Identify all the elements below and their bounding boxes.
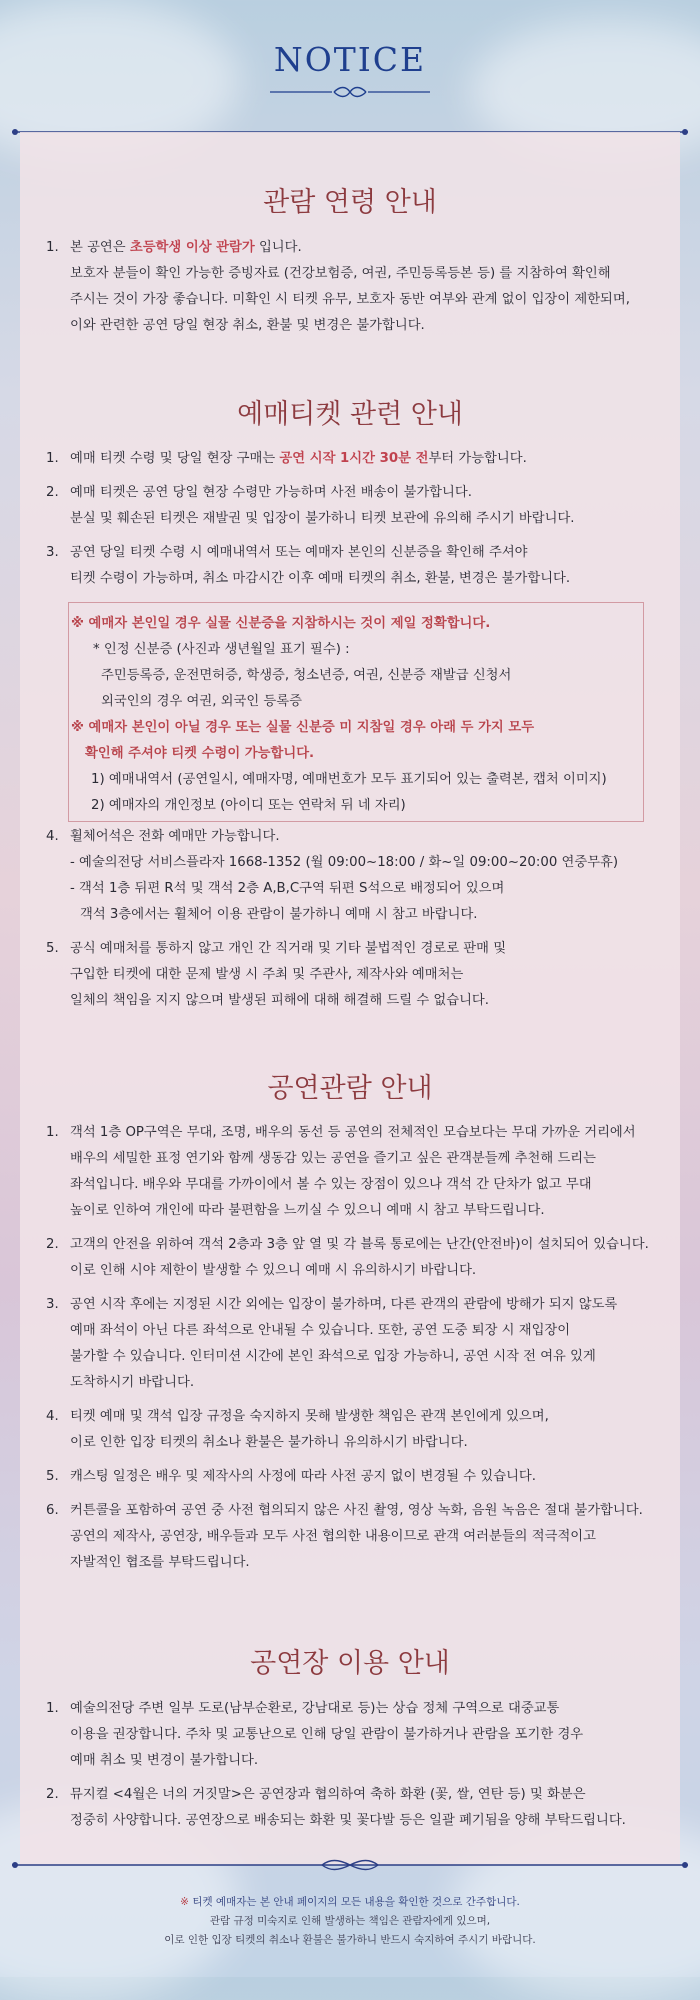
- item-number: 2.: [46, 1237, 59, 1252]
- footer-line: 이로 인한 입장 티켓의 취소나 환불은 불가하니 반드시 숙지하여 주시기 바랍니다.: [164, 1934, 536, 1946]
- highlight-text: 초등학생 이상 관람가: [129, 240, 255, 255]
- item-text: 예매 좌석이 아닌 다른 좌석으로 안내될 수 있습니다. 또한, 공연 도중 퇴장 시 재입장이: [70, 1323, 571, 1338]
- bottom-divider: [12, 1858, 688, 1872]
- item-text: 본 공연은: [70, 240, 130, 255]
- item-text: 예매 취소 및 변경이 불가합니다.: [70, 1753, 259, 1768]
- box-text: * 인정 신분증 (사진과 생년월일 표기 필수) :: [93, 642, 350, 657]
- list-item: [46, 1120, 666, 1224]
- footer-line: [0, 1893, 700, 1912]
- list-item: [46, 1782, 666, 1834]
- asterisk-icon: ※: [180, 1896, 189, 1908]
- list-item: [46, 1292, 666, 1396]
- item-text: 휠체어석은 전화 예매만 가능합니다.: [70, 829, 280, 844]
- list-item: [46, 1464, 666, 1490]
- item-text: 이와 관련한 공연 당일 현장 취소, 환불 및 변경은 불가합니다.: [70, 318, 425, 333]
- list-item: [46, 824, 666, 928]
- warning-text: ※ 예매자 본인이 아닐 경우 또는 실물 신분증 미 지참일 경우 아래 두 가지 모두: [71, 720, 535, 735]
- item-text: 좌석입니다. 배우와 무대를 가까이에서 볼 수 있는 장점이 있으나 객석 간 단차가 없고 무대: [70, 1177, 592, 1192]
- item-text: 고객의 안전을 위하여 객석 2층과 3층 앞 열 및 각 블록 통로에는 난간(안전바)이 설치되어 있습니다.: [70, 1237, 649, 1252]
- list-item: [46, 1232, 666, 1284]
- item-text: 분실 및 훼손된 티켓은 재발권 및 입장이 불가하니 티켓 보관에 유의해 주시기 바랍니다.: [70, 511, 575, 526]
- list-item: [46, 540, 666, 592]
- box-text: 외국인의 경우 여권, 외국인 등록증: [101, 694, 302, 709]
- item-number: 1.: [46, 451, 59, 466]
- item-text: 캐스팅 일정은 배우 및 제작사의 사정에 따라 사전 공지 없이 변경될 수 있습니다.: [70, 1469, 536, 1484]
- item-text: 보호자 분들이 확인 가능한 증빙자료 (건강보험증, 여권, 주민등록등본 등) 를 지참하여 확인해: [70, 266, 611, 281]
- item-text: 배우의 세밀한 표정 연기와 함께 생동감 있는 공연을 즐기고 싶은 관객분들께 추천해 드리는: [70, 1151, 596, 1166]
- item-number: 1.: [46, 240, 59, 255]
- item-text: 도착하시기 바랍니다.: [70, 1375, 195, 1390]
- item-number: 1.: [46, 1701, 59, 1716]
- list-item: [46, 1498, 666, 1576]
- item-number: 2.: [46, 1787, 59, 1802]
- item-text: 예매 티켓은 공연 당일 현장 수령만 가능하며 사전 배송이 불가합니다.: [70, 485, 472, 500]
- ticket-list-b: [46, 824, 666, 1022]
- item-text: 커튼콜을 포함하여 공연 중 사전 협의되지 않은 사진 촬영, 영상 녹화, 음원 녹음은 절대 불가합니다.: [70, 1503, 643, 1518]
- item-text: 높이로 인하여 개인에 따라 불편함을 느끼실 수 있으니 예매 시 참고 부탁드립니다.: [70, 1203, 545, 1218]
- item-number: 6.: [46, 1503, 59, 1518]
- list-item: [46, 1404, 666, 1456]
- box-text: 2) 예매자의 개인정보 (아이디 또는 연락처 뒤 네 자리): [91, 798, 406, 813]
- warning-text: ※ 예매자 본인일 경우 실물 신분증을 지참하시는 것이 제일 정확합니다.: [71, 616, 491, 631]
- id-requirement-box: [68, 602, 644, 822]
- age-list: [46, 235, 666, 347]
- item-text: 공연 당일 티켓 수령 시 예매내역서 또는 예매자 본인의 신분증을 확인해 주셔야: [70, 545, 528, 560]
- list-item: [46, 446, 666, 472]
- ticket-list-a: [46, 446, 666, 600]
- footer-notice: [0, 1893, 700, 1950]
- item-text: 객석 1층 OP구역은 무대, 조명, 배우의 동선 등 공연의 전체적인 모습보다는 무대 가까운 거리에서: [70, 1125, 636, 1140]
- item-number: 2.: [46, 485, 59, 500]
- section-title-venue: 공연장 이용 안내: [250, 1648, 450, 1679]
- item-text: 구입한 티켓에 대한 문제 발생 시 주최 및 주관사, 제작사와 예매처는: [70, 967, 464, 982]
- item-text: 티켓 수령이 가능하며, 취소 마감시간 이후 예매 티켓의 취소, 환불, 변경은 불가합니다.: [70, 571, 571, 586]
- item-text: 예매 티켓 수령 및 당일 현장 구매는: [70, 451, 280, 466]
- item-text: - 객석 1층 뒤편 R석 및 객석 2층 A,B,C구역 뒤편 S석으로 배정되어 있으며: [70, 881, 505, 896]
- item-text: 공연의 제작사, 공연장, 배우들과 모두 사전 협의한 내용이므로 관객 여러분들의 적극적이고: [70, 1529, 596, 1544]
- notice-title: NOTICE: [273, 40, 427, 79]
- item-text: 티켓 예매 및 객석 입장 규정을 숙지하지 못해 발생한 책임은 관객 본인에게 있으며,: [70, 1409, 549, 1424]
- section-title-age: 관람 연령 안내: [263, 187, 437, 218]
- list-item: [46, 936, 666, 1014]
- item-text: 일체의 책임을 지지 않으며 발생된 피해에 대해 해결해 드릴 수 없습니다.: [70, 993, 489, 1008]
- item-text: 불가할 수 있습니다. 인터미션 시간에 본인 좌석으로 입장 가능하니, 공연 시작 전 여유 있게: [70, 1349, 596, 1364]
- item-text: 자발적인 협조를 부탁드립니다.: [70, 1555, 250, 1570]
- item-text: 공연 시작 후에는 지정된 시간 외에는 입장이 불가하며, 다른 관객의 관람에 방해가 되지 않도록: [70, 1297, 618, 1312]
- item-number: 4.: [46, 829, 59, 844]
- list-item: [46, 1696, 666, 1774]
- header: [0, 0, 700, 125]
- warning-text: 확인해 주셔야 티켓 수령이 가능합니다.: [85, 746, 315, 761]
- item-text: 이용을 권장합니다. 주차 및 교통난으로 인해 당일 관람이 불가하거나 관람을 포기한 경우: [70, 1727, 584, 1742]
- item-text: - 예술의전당 서비스플라자 1668-1352 (월 09:00~18:00 / 화~일 09:00~20:00 연중무휴): [70, 855, 619, 870]
- item-text: 공식 예매처를 통하지 않고 개인 간 직거래 및 기타 불법적인 경로로 판매 및: [70, 941, 507, 956]
- item-text: 예술의전당 주변 일부 도로(남부순환로, 강남대로 등)는 상습 정체 구역으로 대중교통: [70, 1701, 560, 1716]
- item-text: 객석 3층에서는 휠체어 이용 관람이 불가하니 예매 시 참고 바랍니다.: [80, 907, 478, 922]
- section-title-ticket: 예매티켓 관련 안내: [237, 399, 463, 430]
- venue-list: [46, 1696, 666, 1842]
- item-number: 5.: [46, 1469, 59, 1484]
- item-text: 부터 가능합니다.: [428, 451, 527, 466]
- item-text: 정중히 사양합니다. 공연장으로 배송되는 화환 및 꽃다발 등은 일괄 폐기됨을 양해 부탁드립니다.: [70, 1813, 626, 1828]
- list-item: [46, 235, 666, 339]
- item-number: 1.: [46, 1125, 59, 1140]
- viewing-list: [46, 1120, 666, 1584]
- footer-line: 관람 규정 미숙지로 인해 발생하는 책임은 관람자에게 있으며,: [209, 1915, 491, 1927]
- item-text: 주시는 것이 가장 좋습니다. 미확인 시 티켓 유무, 보호자 동반 여부와 관계 없이 입장이 제한되며,: [70, 292, 630, 307]
- item-text: 이로 인해 시야 제한이 발생할 수 있으니 예매 시 유의하시기 바랍니다.: [70, 1263, 477, 1278]
- item-text: 이로 인한 입장 티켓의 취소나 환불은 불가하니 유의하시기 바랍니다.: [70, 1435, 468, 1450]
- list-item: [46, 480, 666, 532]
- item-text: 입니다.: [254, 240, 302, 255]
- ornament-icon: [270, 86, 430, 98]
- box-text: 주민등록증, 운전면허증, 학생증, 청소년증, 여권, 신분증 재발급 신청서: [101, 668, 512, 683]
- box-text: 1) 예매내역서 (공연일시, 예매자명, 예매번호가 모두 표기되어 있는 출력본, 캡처 이미지): [91, 772, 607, 787]
- item-number: 5.: [46, 941, 59, 956]
- item-number: 3.: [46, 1297, 59, 1312]
- section-title-viewing: 공연관람 안내: [267, 1073, 433, 1104]
- footer-text: 티켓 예매자는 본 안내 페이지의 모든 내용을 확인한 것으로 간주합니다.: [192, 1896, 520, 1908]
- item-text: 뮤지컬 <4월은 너의 거짓말>은 공연장과 협의하여 축하 화환 (꽃, 쌀, 연탄 등) 및 화분은: [70, 1787, 586, 1802]
- highlight-text: 공연 시작 1시간 30분 전: [279, 451, 429, 466]
- item-number: 3.: [46, 545, 59, 560]
- item-number: 4.: [46, 1409, 59, 1424]
